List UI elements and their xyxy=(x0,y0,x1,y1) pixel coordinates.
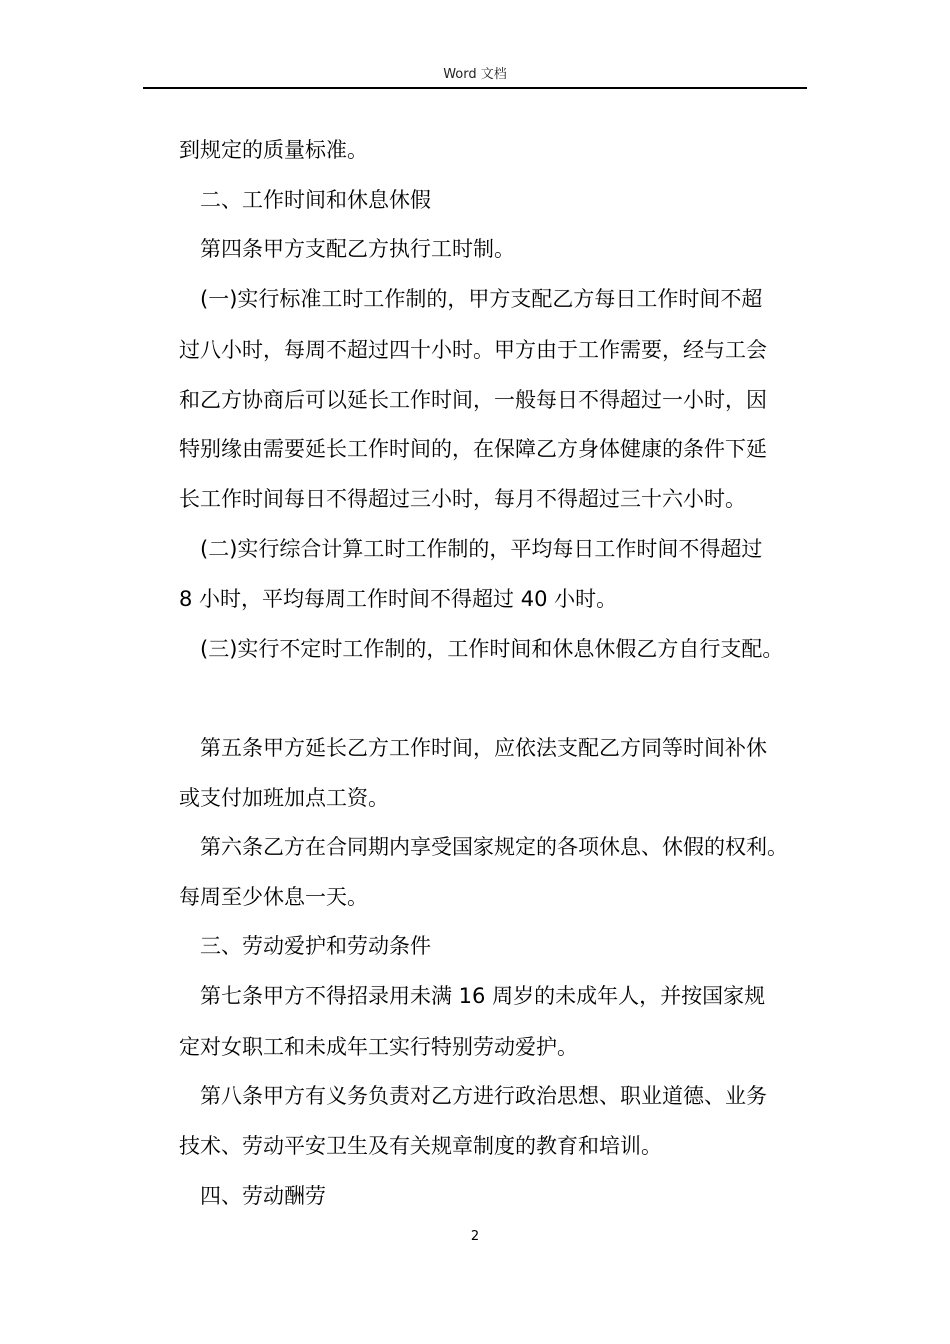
body-line: 和乙方协商后可以延长工作时间，一般每日不得超过一小时，因 xyxy=(179,388,767,412)
body-line: 第七条甲方不得招录用未满 16 周岁的未成年人，并按国家规 xyxy=(179,984,766,1008)
body-line: 定对女职工和未成年工实行特别劳动爱护。 xyxy=(179,1035,578,1059)
body-line: 或支付加班加点工资。 xyxy=(179,786,389,810)
section-heading: 三、劳动爱护和劳动条件 xyxy=(179,934,431,958)
header-divider xyxy=(143,87,807,89)
body-line: (二)实行综合计算工时工作制的，平均每日工作时间不得超过 xyxy=(179,537,763,561)
body-line: 过八小时，每周不超过四十小时。甲方由于工作需要，经与工会 xyxy=(179,338,767,362)
body-line: 技术、劳动平安卫生及有关规章制度的教育和培训。 xyxy=(179,1134,662,1158)
page-number: 2 xyxy=(470,1229,480,1244)
body-line: 第八条甲方有义务负责对乙方进行政治思想、职业道德、业务 xyxy=(179,1084,767,1108)
body-line: 第五条甲方延长乙方工作时间，应依法支配乙方同等时间补休 xyxy=(179,736,767,760)
section-heading: 二、工作时间和休息休假 xyxy=(179,188,431,212)
body-line: 8 小时，平均每周工作时间不得超过 40 小时。 xyxy=(179,587,618,611)
body-line: 每周至少休息一天。 xyxy=(179,885,368,909)
body-line: 第四条甲方支配乙方执行工时制。 xyxy=(179,237,515,261)
body-line: 到规定的质量标准。 xyxy=(179,138,368,162)
body-line: 长工作时间每日不得超过三小时，每月不得超过三十六小时。 xyxy=(179,487,746,511)
body-line: 特别缘由需要延长工作时间的，在保障乙方身体健康的条件下延 xyxy=(179,437,767,461)
body-line: 第六条乙方在合同期内享受国家规定的各项休息、休假的权利。 xyxy=(179,835,788,859)
header-title: Word 文档 xyxy=(443,67,507,82)
body-line: (一)实行标准工时工作制的，甲方支配乙方每日工作时间不超 xyxy=(179,287,763,311)
section-heading: 四、劳动酬劳 xyxy=(179,1184,326,1208)
body-line: (三)实行不定时工作制的，工作时间和休息休假乙方自行支配。 xyxy=(179,637,784,661)
